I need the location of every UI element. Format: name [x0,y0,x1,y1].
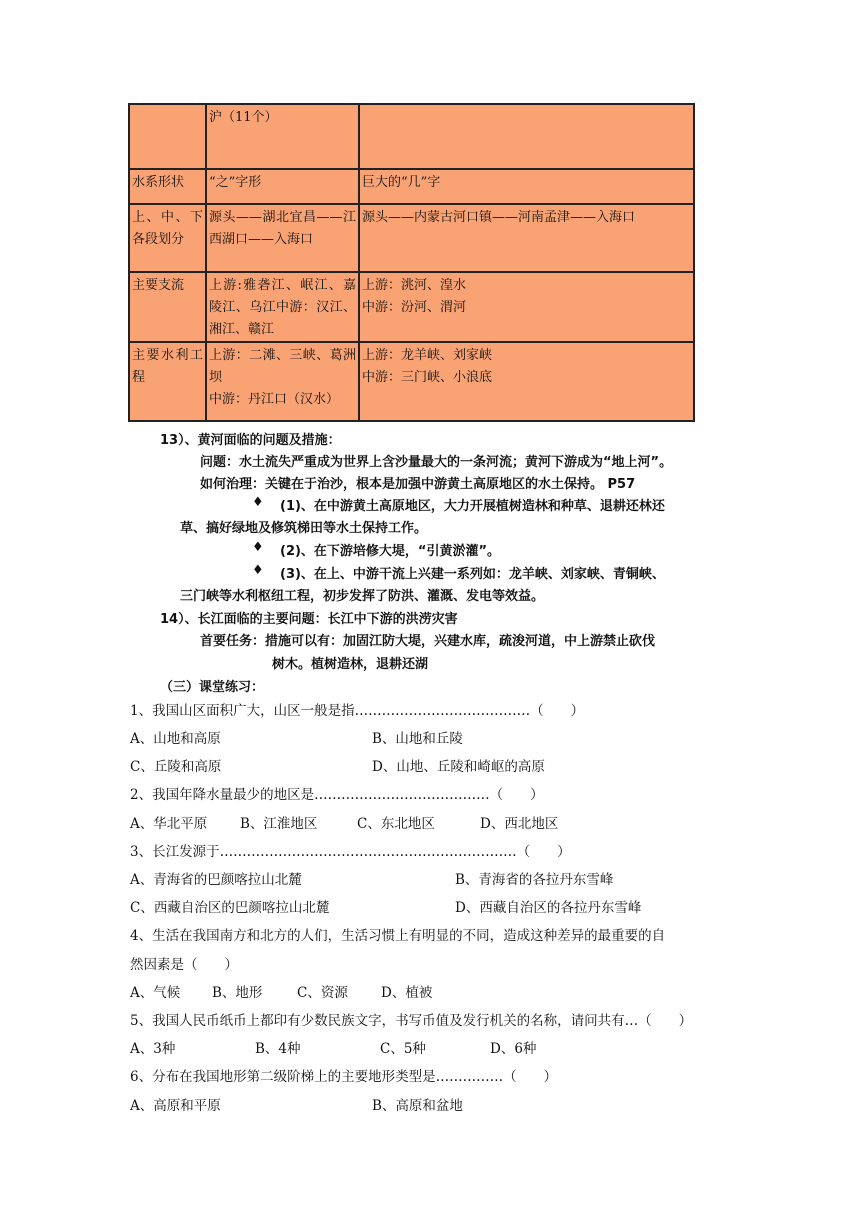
cell-line: 中游：丹江口（汉水） [209,392,340,407]
option: B、4种 [255,1041,301,1057]
question-1: 1、我国山区面积广大，山区一般是指…………………………………（ ） [130,703,585,719]
table-row [129,169,694,204]
yellow-river-problem: 问题：水土流失严重成为世界上含沙量最大的一条河流；黄河下游成为“地上河”。 [200,455,673,470]
question-6: 6、分布在我国地形第二级阶梯上的主要地形类型是……………（ ） [130,1069,558,1085]
table-cell: 沪（11个） [206,104,359,169]
cell-line: 中游：汾河、渭河 [362,300,467,315]
option: D、6种 [490,1041,537,1057]
table-row [129,272,694,342]
option: C、西藏自治区的巴颜喀拉山北麓 [130,900,330,916]
section-heading-14: 14）、长江面临的主要问题：长江中下游的洪涝灾害 [160,612,458,627]
measure-2: (2)、在下游培修大堤，“引黄淤灌”。 [280,544,501,559]
yangtze-task-line-b: 树木。植树造林，退耕还湖 [272,657,429,672]
bullet-icon: ♦ [252,563,264,578]
river-comparison-table [128,103,695,422]
table-cell: 主要支流 [129,272,206,342]
table-cell: 上、中、下各段划分 [129,204,206,272]
measure-1-line-b: 草、搞好绿地及修筑梯田等水土保持工作。 [180,521,428,536]
table-cell [359,272,694,342]
option: C、东北地区 [357,816,435,832]
option: B、江淮地区 [240,816,318,832]
cell-line: 上游：二滩、三峡、葛洲坝 [209,348,356,385]
practice-heading: （三）课堂练习： [160,680,265,695]
option: A、气候 [130,985,181,1001]
table-cell [359,104,694,169]
section-heading-13: 13）、黄河面临的问题及措施： [160,433,341,448]
bullet-icon: ♦ [252,540,264,555]
table-cell: 上游:雅砻江、岷江、嘉陵江、乌江中游：汉江、湘江、赣江 [206,272,359,342]
option: A、3种 [130,1041,176,1057]
table-row [129,104,694,169]
option: D、西北地区 [480,816,559,832]
option: D、西藏自治区的各拉丹东雪峰 [455,900,642,916]
table-cell: 主要水利工程 [129,342,206,421]
option: A、华北平原 [130,816,208,832]
table-row [129,342,694,421]
measure-3-line-b: 三门峡等水利枢纽工程，初步发挥了防洪、灌溉、发电等效益。 [180,589,545,604]
option: C、5种 [380,1041,426,1057]
table-cell: 水系形状 [129,169,206,204]
measure-1-line-a: (1)、在中游黄土高原地区，大力开展植树造林和种草、退耕还林还 [280,499,665,514]
bullet-icon: ♦ [252,495,264,510]
table-cell [129,104,206,169]
table-cell [206,342,359,421]
question-3: 3、长江发源于…………………………………………………………（ ） [130,844,571,860]
yangtze-task-line-a: 首要任务：措施可以有：加固江防大堤，兴建水库，疏浚河道，中上游禁止砍伐 [200,634,656,649]
cell-line: 上游：龙羊峡、刘家峡 [362,348,493,363]
yellow-river-governance: 如何治理：关键在于治沙，根本是加强中游黄土高原地区的水土保持。 P57 [200,477,636,492]
option: D、植被 [381,985,433,1001]
option: D、山地、丘陵和崎岖的高原 [372,759,545,775]
table-cell [359,342,694,421]
option: A、青海省的巴颜喀拉山北麓 [130,872,302,888]
option: B、地形 [212,985,263,1001]
table-cell: “之”字形 [206,169,359,204]
option: A、山地和高原 [130,731,221,747]
table-row [129,204,694,272]
table-cell: 源头——内蒙古河口镇——河南孟津——入海口 [359,204,694,272]
option: B、青海省的各拉丹东雪峰 [455,872,614,888]
cell-line: 上游：洮河、湟水 [362,278,467,293]
option: B、山地和丘陵 [372,731,463,747]
question-4-line-b: 然因素是（ ） [130,957,238,973]
question-5: 5、我国人民币纸币上都印有少数民族文字，书写币值及发行机关的名称，请问共有…（ ） [130,1013,693,1029]
cell-line: 中游：三门峡、小浪底 [362,370,493,385]
option: A、高原和平原 [130,1098,221,1114]
option: C、资源 [297,985,348,1001]
option: C、丘陵和高原 [130,759,222,775]
table-cell: 源头——湖北宜昌——江西湖口——入海口 [206,204,359,272]
measure-3-line-a: (3)、在上、中游干流上兴建一系列如：龙羊峡、刘家峡、青铜峡、 [280,567,665,582]
question-4-line-a: 4、生活在我国南方和北方的人们，生活习惯上有明显的不同，造成这种差异的最重要的自 [130,928,666,944]
table-cell: 巨大的“几”字 [359,169,694,204]
option: B、高原和盆地 [372,1098,463,1114]
question-2: 2、我国年降水量最少的地区是…………………………………（ ） [130,787,544,803]
